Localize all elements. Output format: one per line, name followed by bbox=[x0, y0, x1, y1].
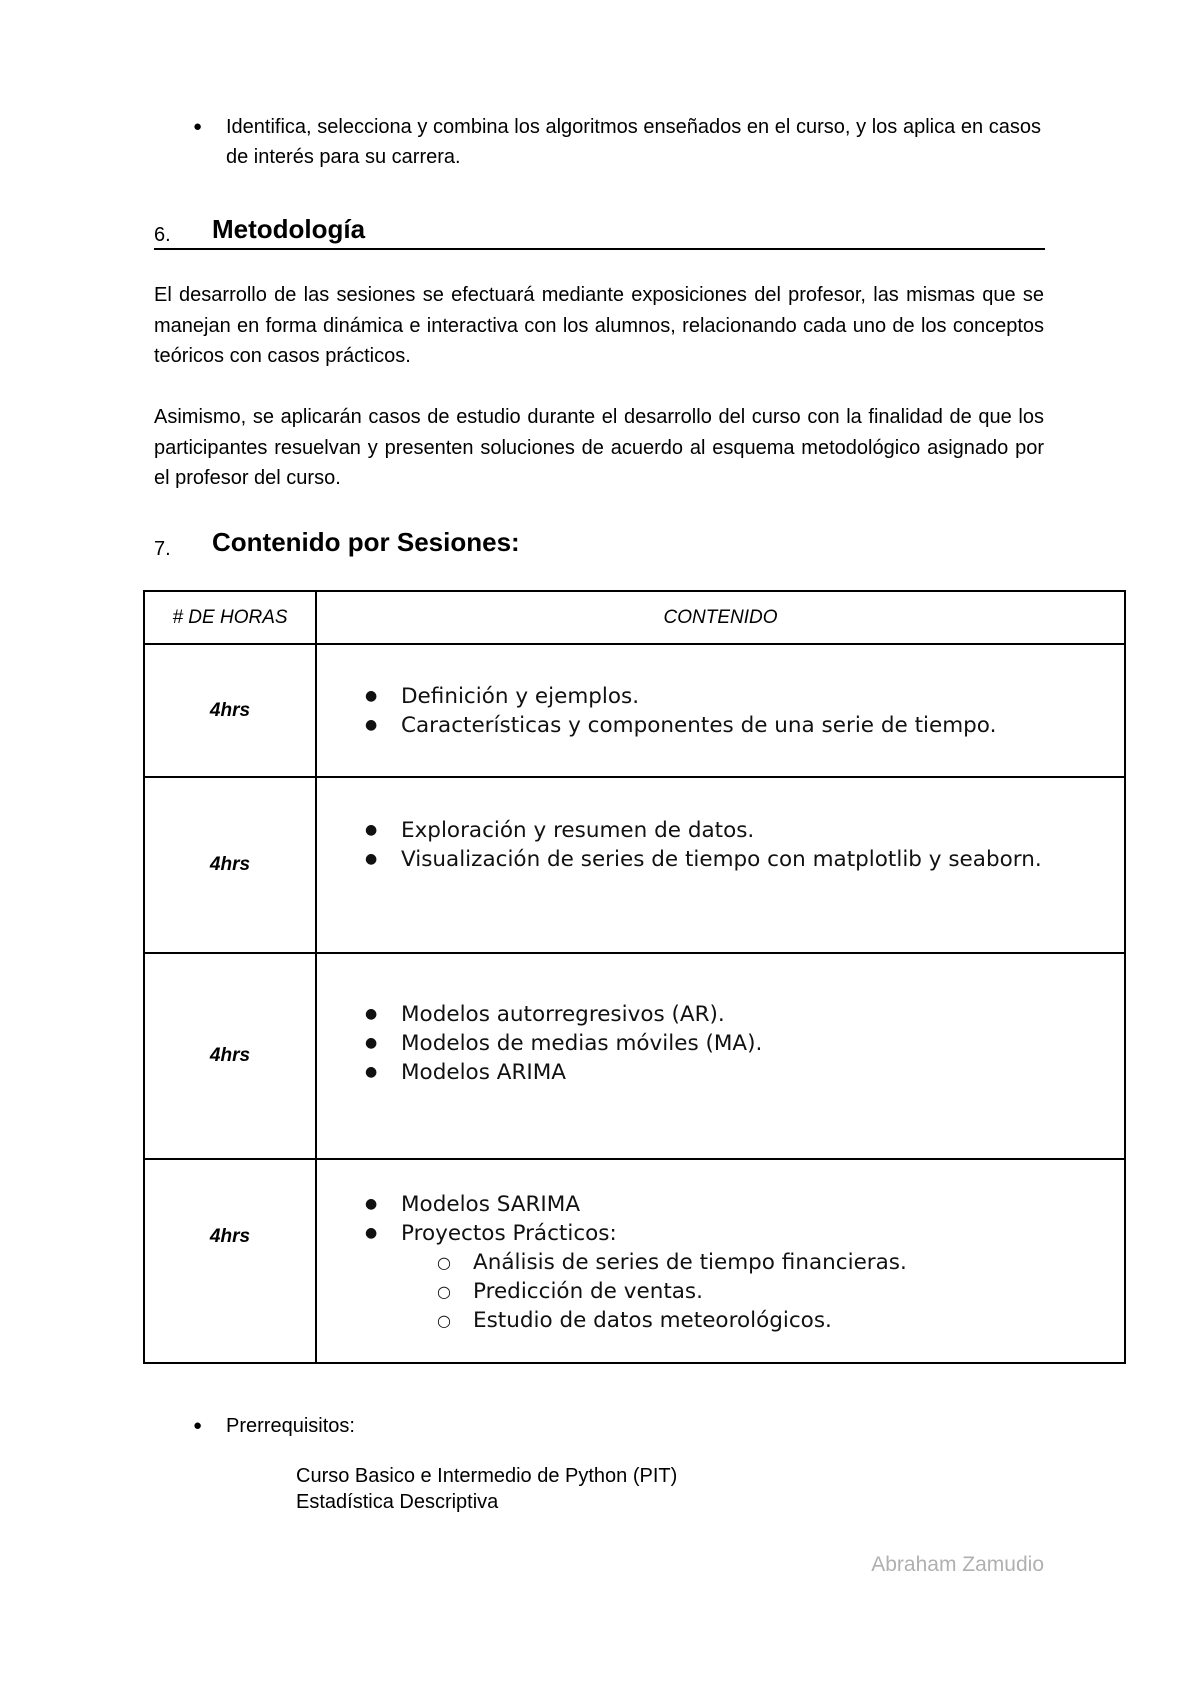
content-cell bbox=[316, 777, 1125, 953]
list-item bbox=[365, 1219, 1124, 1248]
list-item-text: Modelos de medias móviles (MA). bbox=[401, 1031, 763, 1056]
content-cell bbox=[316, 644, 1125, 777]
prerequisite-item: Curso Basico e Intermedio de Python (PIT) bbox=[296, 1465, 678, 1487]
list-item bbox=[365, 1000, 1124, 1029]
bullet-icon: ● bbox=[365, 1196, 378, 1212]
sessions-table bbox=[143, 590, 1126, 1364]
section-heading-contenido bbox=[154, 524, 1045, 564]
list-item bbox=[365, 1029, 1124, 1058]
bullet-icon: ● bbox=[365, 1006, 378, 1022]
methodology-paragraph-1: El desarrollo de las sesiones se efectuará mediante exposiciones del profesor, las mismas que se manejan en forma dinámica e interactiva con los alumnos, relacionando cada uno de los conceptos teóricos con casos prácticos. bbox=[154, 284, 1044, 367]
content-cell bbox=[316, 1159, 1125, 1363]
list-item-text: Definición y ejemplos. bbox=[401, 683, 640, 709]
circle-bullet-icon: ○ bbox=[437, 1282, 451, 1301]
prerequisites-list bbox=[296, 1463, 677, 1515]
list-item bbox=[365, 845, 1124, 874]
list-item-text: Predicción de ventas. bbox=[473, 1279, 703, 1304]
section-number: 7. bbox=[154, 538, 171, 560]
list-item-text: Estudio de datos meteorológicos. bbox=[473, 1308, 832, 1333]
table-row bbox=[144, 1159, 1125, 1363]
bullet-icon: ● bbox=[193, 1417, 203, 1434]
list-item-text: Modelos ARIMA bbox=[401, 1060, 566, 1085]
content-cell bbox=[316, 953, 1125, 1159]
list-item-text: Exploración y resumen de datos. bbox=[401, 818, 755, 843]
sub-list-item bbox=[365, 1306, 1124, 1335]
list-item-text: Modelos autorregresivos (AR). bbox=[401, 1002, 725, 1027]
bullet-icon: ● bbox=[365, 716, 378, 733]
prerequisites-label: Prerrequisitos: bbox=[226, 1415, 355, 1437]
sub-list-item bbox=[365, 1248, 1124, 1277]
table-row bbox=[144, 644, 1125, 777]
list-item bbox=[365, 711, 1124, 740]
header-hours: # DE HORAS bbox=[144, 591, 316, 644]
list-item bbox=[365, 1190, 1124, 1219]
bullet-icon: ● bbox=[365, 822, 378, 838]
bullet-icon: ● bbox=[365, 687, 378, 704]
list-item-text: Proyectos Prácticos: bbox=[401, 1221, 617, 1246]
sub-list-item bbox=[365, 1277, 1124, 1306]
hours-cell: 4hrs bbox=[144, 777, 316, 953]
hours-cell: 4hrs bbox=[144, 644, 316, 777]
sub-list bbox=[365, 1248, 1124, 1335]
content-list bbox=[365, 682, 1124, 740]
table-row bbox=[144, 777, 1125, 953]
bullet-icon: ● bbox=[193, 118, 203, 135]
section-title: Contenido por Sesiones: bbox=[212, 527, 520, 557]
list-item bbox=[365, 1058, 1124, 1087]
objective-text: Identifica, selecciona y combina los algoritmos enseñados en el curso, y los aplica en casos de interés para su carrera. bbox=[226, 116, 1041, 168]
content-list bbox=[365, 1000, 1124, 1087]
section-number: 6. bbox=[154, 224, 171, 246]
list-item-text: Análisis de series de tiempo financieras. bbox=[473, 1250, 907, 1275]
hours-cell: 4hrs bbox=[144, 1159, 316, 1363]
content-list bbox=[365, 816, 1124, 874]
header-content: CONTENIDO bbox=[316, 591, 1125, 644]
bullet-icon: ● bbox=[365, 1225, 378, 1241]
table-header-row bbox=[144, 591, 1125, 644]
section-heading-metodologia bbox=[154, 212, 1045, 250]
content-list bbox=[365, 1190, 1124, 1248]
circle-bullet-icon: ○ bbox=[437, 1253, 451, 1272]
methodology-paragraph-2: Asimismo, se aplicarán casos de estudio durante el desarrollo del curso con la finalidad de que los participantes resuelvan y presenten soluciones de acuerdo al esquema metodológico asignado por el profesor del curso. bbox=[154, 406, 1044, 489]
list-item bbox=[365, 816, 1124, 845]
circle-bullet-icon: ○ bbox=[437, 1311, 451, 1330]
list-item bbox=[365, 682, 1124, 711]
bullet-icon: ● bbox=[365, 1064, 378, 1080]
list-item-text: Características y componentes de una serie de tiempo. bbox=[401, 712, 997, 738]
list-item-text: Modelos SARIMA bbox=[401, 1192, 581, 1217]
list-item-text: Visualización de series de tiempo con matplotlib y seaborn. bbox=[401, 847, 1042, 872]
author-name: Abraham Zamudio bbox=[871, 1553, 1044, 1576]
hours-cell: 4hrs bbox=[144, 953, 316, 1159]
prerequisite-item: Estadística Descriptiva bbox=[296, 1491, 499, 1513]
table-row bbox=[144, 953, 1125, 1159]
bullet-icon: ● bbox=[365, 1035, 378, 1051]
bullet-icon: ● bbox=[365, 851, 378, 867]
objective-bullet bbox=[193, 112, 1043, 174]
section-title: Metodología bbox=[212, 214, 366, 244]
